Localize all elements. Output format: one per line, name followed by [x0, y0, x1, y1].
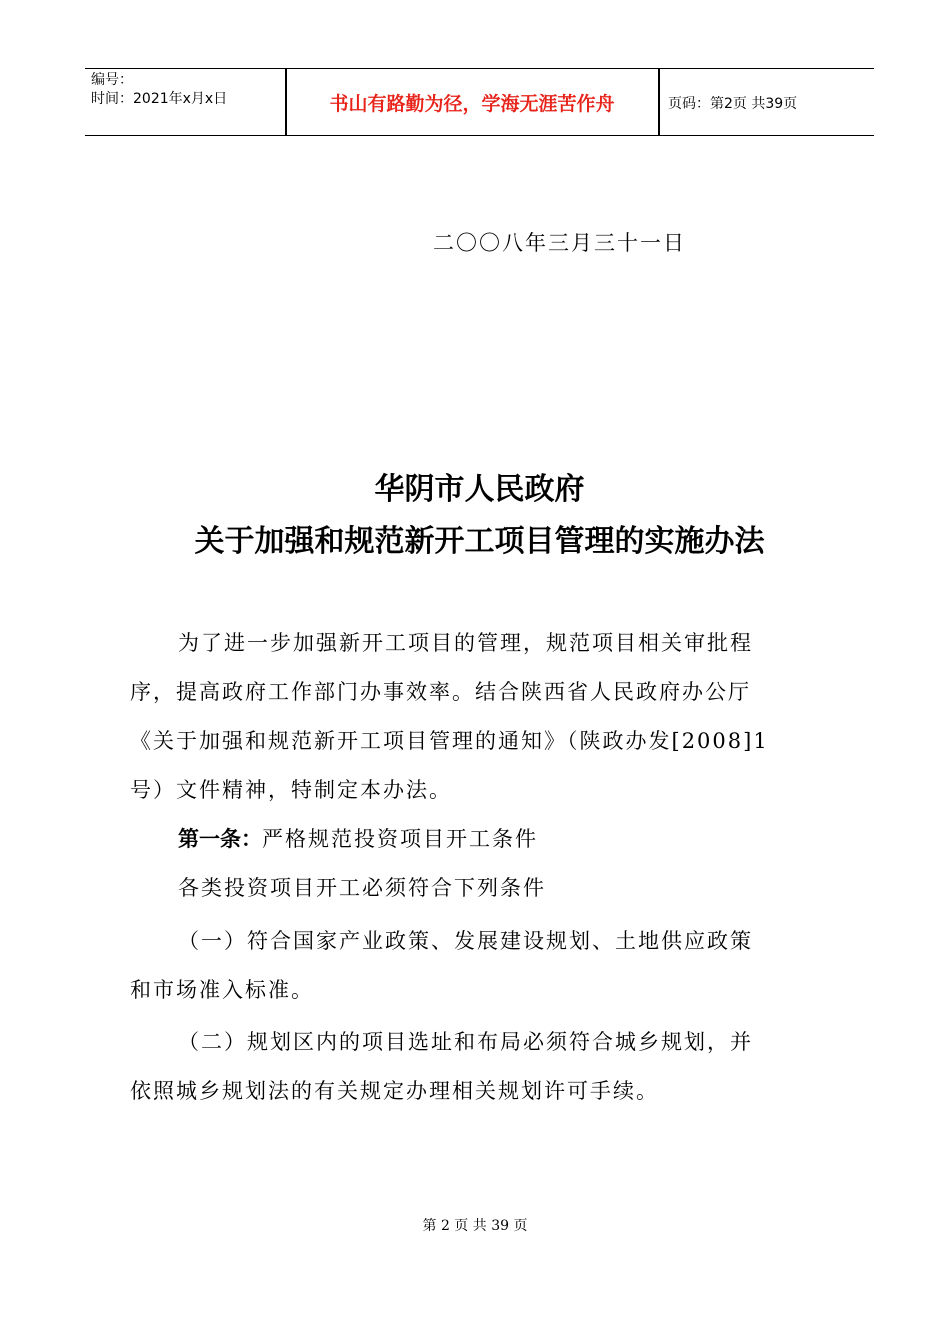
paragraph-line: 为了进一步加强新开工项目的管理，规范项目相关审批程: [178, 631, 753, 655]
condition-item-2: [130, 1018, 830, 1116]
paragraph-line: 依照城乡规划法的有关规定办理相关规划许可手续。: [130, 1079, 659, 1103]
document-date: 二〇〇八年三月三十一日: [433, 231, 686, 255]
page-footer: 第 2 页 共 39 页: [422, 1218, 528, 1234]
header-meta: [91, 71, 227, 109]
paragraph-line: 号）文件精神，特制定本办法。: [130, 778, 452, 802]
intro-paragraph: [130, 619, 830, 815]
header-motto: 书山有路勤为径，学海无涯苦作舟: [329, 93, 615, 115]
article-1: [130, 815, 830, 913]
paragraph-line: 《关于加强和规范新开工项目管理的通知》（陕政办发[2008]1: [130, 729, 769, 753]
conditions-intro: 各类投资项目开工必须符合下列条件: [178, 876, 546, 900]
article-1-label: 第一条：: [178, 827, 262, 851]
condition-item-1: [130, 917, 830, 1015]
header-divider: [658, 69, 660, 135]
document-title-line2: 关于加强和规范新开工项目管理的实施办法: [194, 524, 765, 559]
time-label: 时间：2021年x月x日: [91, 91, 228, 107]
header-page-info: 页码：第2页 共39页: [668, 96, 798, 112]
paragraph-line: 和市场准入标准。: [130, 978, 314, 1002]
article-1-heading: [130, 815, 830, 864]
paragraph-line: （一）符合国家产业政策、发展建设规划、土地供应政策: [178, 929, 753, 953]
article-1-text: 严格规范投资项目开工条件: [262, 827, 538, 851]
header-table: [85, 68, 874, 136]
paragraph-line: （二）规划区内的项目选址和布局必须符合城乡规划，并: [178, 1030, 753, 1054]
number-label: 编号：: [91, 72, 133, 88]
document-title-line1: 华阴市人民政府: [374, 472, 585, 507]
paragraph-line: 序，提高政府工作部门办事效率。结合陕西省人民政府办公厅: [130, 680, 751, 704]
